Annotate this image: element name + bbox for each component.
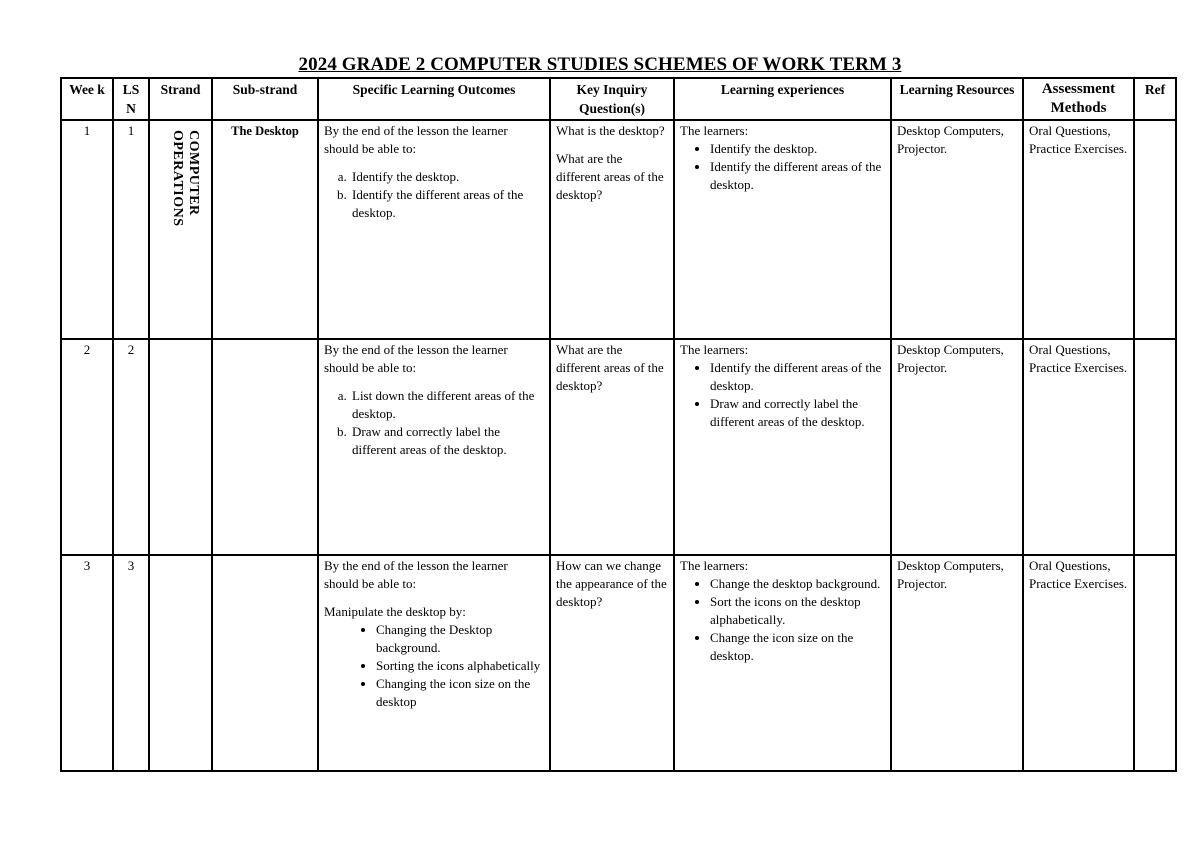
- list-item: • Sort the icons on the desktop alphabetically.: [710, 593, 885, 629]
- list-item: • Identify the different areas of the desktop.: [710, 158, 885, 194]
- header-outcomes: Specific Learning Outcomes: [318, 78, 550, 120]
- list-item: • Draw and correctly label the different areas of the desktop.: [710, 395, 885, 431]
- list-item: • Changing the Desktop background.: [376, 621, 544, 657]
- header-experiences: Learning experiences: [674, 78, 891, 120]
- header-assessment: Assessment Methods: [1023, 78, 1134, 120]
- list-item: a. Identify the desktop.: [350, 168, 544, 186]
- list-item: a. List down the different areas of the desktop.: [350, 387, 544, 423]
- header-substrand: Sub-strand: [212, 78, 318, 120]
- cell-lsn: 2: [113, 339, 149, 555]
- list-item: • Sorting the icons alphabetically: [376, 657, 544, 675]
- cell-substrand: [212, 339, 318, 555]
- header-lsn: LS N: [113, 78, 149, 120]
- cell-experiences: The learners: • Identify the desktop. • Identify the different areas of the desktop.: [674, 120, 891, 339]
- cell-experiences: The learners: • Identify the different areas of the desktop. • Draw and correctly label the different areas of the desktop.: [674, 339, 891, 555]
- cell-outcomes: By the end of the lesson the learner should be able to: a. Identify the desktop. b. Identify the different areas of the desktop.: [318, 120, 550, 339]
- cell-outcomes: By the end of the lesson the learner should be able to: a. List down the different areas of the desktop. b. Draw and correctly label the different areas of the desktop.: [318, 339, 550, 555]
- cell-week: 3: [61, 555, 113, 771]
- list-item: • Changing the icon size on the desktop: [376, 675, 544, 711]
- list-item: • Change the icon size on the desktop.: [710, 629, 885, 665]
- list-item: • Change the desktop background.: [710, 575, 885, 593]
- cell-ref: [1134, 339, 1176, 555]
- cell-ref: [1134, 120, 1176, 339]
- strand-label: COMPUTER OPERATIONS: [170, 130, 201, 227]
- header-week: Wee k: [61, 78, 113, 120]
- cell-strand: [149, 555, 212, 771]
- header-ref: Ref: [1134, 78, 1176, 120]
- cell-resources: Desktop Computers, Projector.: [891, 120, 1023, 339]
- cell-outcomes: By the end of the lesson the learner should be able to: Manipulate the desktop by: • Changing the Desktop background. • Sorting the icons alphabetically • Changing the icon size on the desktop: [318, 555, 550, 771]
- cell-inquiry: What is the desktop? What are the different areas of the desktop?: [550, 120, 674, 339]
- cell-week: 2: [61, 339, 113, 555]
- cell-assessment: Oral Questions, Practice Exercises.: [1023, 120, 1134, 339]
- header-strand: Strand: [149, 78, 212, 120]
- header-row: [61, 78, 1176, 120]
- table-row: [61, 555, 1176, 771]
- list-item: • Identify the desktop.: [710, 140, 885, 158]
- cell-assessment: Oral Questions, Practice Exercises.: [1023, 555, 1134, 771]
- cell-experiences: The learners: • Change the desktop background. • Sort the icons on the desktop alphabetically. • Change the icon size on the desktop.: [674, 555, 891, 771]
- list-item: b. Draw and correctly label the different areas of the desktop.: [350, 423, 544, 459]
- cell-substrand: [212, 555, 318, 771]
- cell-resources: Desktop Computers, Projector.: [891, 555, 1023, 771]
- cell-inquiry: How can we change the appearance of the desktop?: [550, 555, 674, 771]
- cell-resources: Desktop Computers, Projector.: [891, 339, 1023, 555]
- page-title: 2024 GRADE 2 COMPUTER STUDIES SCHEMES OF WORK TERM 3: [298, 54, 902, 75]
- cell-lsn: 3: [113, 555, 149, 771]
- cell-ref: [1134, 555, 1176, 771]
- cell-week: 1: [61, 120, 113, 339]
- list-item: b. Identify the different areas of the desktop.: [350, 186, 544, 222]
- header-inquiry: Key Inquiry Question(s): [550, 78, 674, 120]
- table-row: [61, 339, 1176, 555]
- header-resources: Learning Resources: [891, 78, 1023, 120]
- schemes-table: [60, 77, 1177, 772]
- cell-inquiry: What are the different areas of the desktop?: [550, 339, 674, 555]
- cell-strand: [149, 339, 212, 555]
- cell-strand: [149, 120, 212, 339]
- table-row: [61, 120, 1176, 339]
- list-item: • Identify the different areas of the desktop.: [710, 359, 885, 395]
- cell-substrand: The Desktop: [212, 120, 318, 339]
- cell-assessment: Oral Questions, Practice Exercises.: [1023, 339, 1134, 555]
- cell-lsn: 1: [113, 120, 149, 339]
